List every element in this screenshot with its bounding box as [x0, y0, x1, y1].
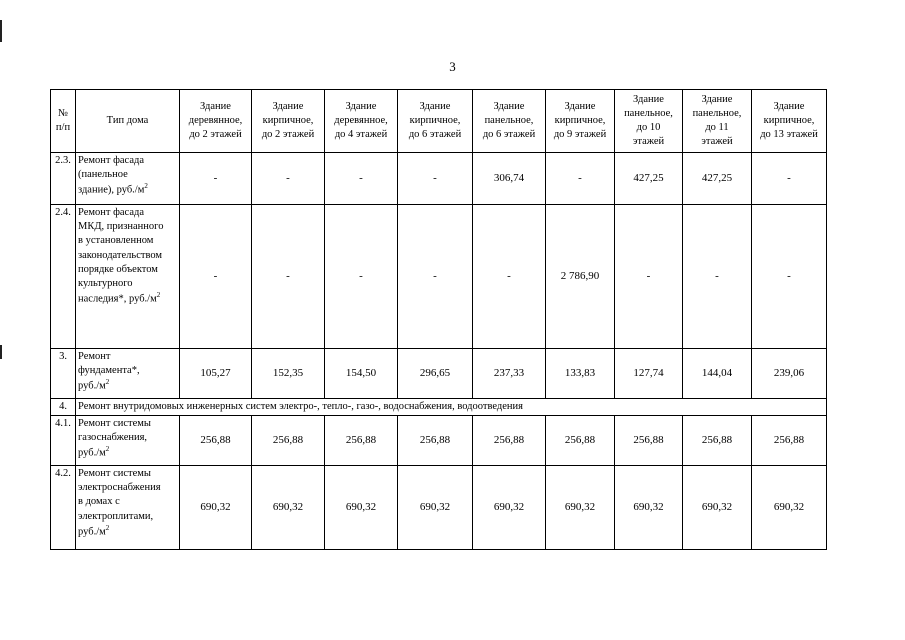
- table-row: [51, 205, 827, 349]
- row-title-line: [78, 220, 177, 234]
- row-title-line: [78, 364, 177, 378]
- header-line: до 4 этажей: [334, 129, 388, 141]
- table-cell-value: -: [615, 205, 683, 349]
- header-row: [51, 90, 827, 153]
- row-title-text: электроснабжения: [78, 482, 161, 494]
- table-cell-value: -: [752, 205, 827, 349]
- row-title-line: [78, 277, 177, 291]
- table-cell-value: -: [473, 205, 546, 349]
- row-title-text: руб./м: [78, 526, 106, 538]
- header-col-6: [546, 90, 615, 153]
- row-title: [76, 205, 180, 349]
- row-title-line: [78, 495, 177, 509]
- header-line: до 2 этажей: [261, 129, 315, 141]
- header-line: до 10: [636, 122, 661, 133]
- row-title-text: (панельное: [78, 169, 128, 181]
- table-cell-value: 690,32: [180, 466, 252, 550]
- unit-superscript: 2: [105, 378, 110, 387]
- row-title-text: законодательством: [78, 249, 163, 261]
- header-line: панельное,: [692, 107, 742, 119]
- header-line: кирпичное,: [554, 114, 606, 126]
- row-title-text: фундамента*,: [78, 365, 140, 377]
- row-title-text: Ремонт фасада: [78, 207, 145, 218]
- header-col-1: [180, 90, 252, 153]
- row-title-line: [78, 467, 177, 481]
- header-line: Здание: [200, 100, 231, 112]
- table-cell-value: 256,88: [615, 416, 683, 466]
- table-row: [51, 153, 827, 205]
- header-line: кирпичное,: [763, 114, 815, 126]
- table-cell-value: 154,50: [325, 349, 398, 399]
- row-title-line: [78, 481, 177, 495]
- row-title-line: [78, 417, 177, 431]
- header-line: Здание: [345, 100, 377, 112]
- row-number: 2.3.: [51, 153, 76, 205]
- row-number: 4.: [51, 399, 76, 416]
- header-line: Здание: [564, 100, 596, 112]
- table-cell-value: 427,25: [683, 153, 752, 205]
- table-cell-value: -: [398, 153, 473, 205]
- table-cell-value: 690,32: [473, 466, 546, 550]
- table-cell-value: 690,32: [252, 466, 325, 550]
- table-cell-value: -: [325, 205, 398, 349]
- row-title-text: здание), руб./м: [78, 184, 145, 196]
- table-cell-value: -: [325, 153, 398, 205]
- row-number: 3.: [51, 349, 76, 399]
- row-title-line: [78, 291, 177, 307]
- header-line: Здание: [419, 100, 451, 112]
- row-title-line: [78, 350, 177, 364]
- row-title: [76, 153, 180, 205]
- header-num-line: №: [57, 107, 69, 119]
- table-cell-value: 690,32: [398, 466, 473, 550]
- row-title-line: [78, 263, 177, 277]
- table-cell-value: -: [252, 205, 325, 349]
- table-cell-value: 152,35: [252, 349, 325, 399]
- header-line: деревянное,: [334, 114, 388, 126]
- header-line: до 6 этажей: [408, 129, 462, 141]
- table-cell-value: 690,32: [752, 466, 827, 550]
- header-line: панельное,: [484, 114, 534, 126]
- header-col-3: [325, 90, 398, 153]
- header-line: до 6 этажей: [482, 129, 536, 141]
- table-cell-value: 256,88: [752, 416, 827, 466]
- header-col-7: [615, 90, 683, 153]
- header-col-2: [252, 90, 325, 153]
- table-cell-value: 127,74: [615, 349, 683, 399]
- header-line: Здание: [773, 100, 805, 112]
- row-title-text: Ремонт: [78, 351, 111, 362]
- header-line: кирпичное,: [262, 114, 314, 126]
- table-cell-value: 306,74: [473, 153, 546, 205]
- row-title-line: [78, 249, 177, 263]
- header-line: Здание: [493, 100, 525, 112]
- row-title-line: [78, 378, 177, 394]
- row-title-text: наследия*, руб./м: [78, 293, 157, 305]
- header-line: деревянное,: [188, 114, 243, 126]
- table-cell-value: -: [752, 153, 827, 205]
- table-cell-value: 256,88: [398, 416, 473, 466]
- header-line: Здание: [272, 100, 304, 112]
- row-title-text: культурного: [78, 277, 133, 289]
- row-title-line: [78, 510, 177, 524]
- header-num-line: п/п: [55, 122, 71, 133]
- row-title-text: порядке объектом: [78, 263, 158, 275]
- row-title-text: руб./м: [78, 447, 106, 459]
- header-line: до 11: [705, 122, 729, 133]
- table-cell-value: 256,88: [325, 416, 398, 466]
- table-cell-value: 296,65: [398, 349, 473, 399]
- row-number: 4.2.: [51, 466, 76, 550]
- scan-edge-mark-bottom: [0, 345, 2, 359]
- table-row: [51, 399, 827, 416]
- table-cell-value: -: [683, 205, 752, 349]
- table-cell-value: -: [398, 205, 473, 349]
- row-title-line: [78, 182, 177, 198]
- table-cell-value: 2 786,90: [546, 205, 615, 349]
- table-cell-value: 256,88: [252, 416, 325, 466]
- table-cell-value: 427,25: [615, 153, 683, 205]
- row-title: [76, 416, 180, 466]
- header-col-8: [683, 90, 752, 153]
- table-cell-value: 144,04: [683, 349, 752, 399]
- unit-superscript: 2: [105, 445, 110, 454]
- table-cell-value: 690,32: [325, 466, 398, 550]
- header-line: этажей: [632, 136, 665, 148]
- header-line: до 2 этажей: [189, 129, 242, 141]
- section-title: Ремонт внутридомовых инженерных систем электро-, тепло-, газо-, водоснабжения, водоотведения: [76, 399, 827, 416]
- table-cell-value: -: [546, 153, 615, 205]
- table-cell-value: 690,32: [546, 466, 615, 550]
- table-row: [51, 349, 827, 399]
- header-col-5: [473, 90, 546, 153]
- row-title: [76, 349, 180, 399]
- row-title-line: [78, 154, 177, 168]
- table-cell-value: 256,88: [683, 416, 752, 466]
- row-title-text: Ремонт системы: [78, 418, 151, 429]
- header-line: Здание: [701, 93, 733, 105]
- header-line: до 9 этажей: [553, 129, 607, 141]
- header-col-9: [752, 90, 827, 153]
- unit-superscript: 2: [105, 523, 110, 532]
- table-cell-value: 690,32: [615, 466, 683, 550]
- row-title-line: [78, 234, 177, 248]
- row-title-line: [78, 445, 177, 461]
- row-title: [76, 466, 180, 550]
- row-title-text: МКД, признанного: [78, 221, 164, 233]
- repair-cost-table: [50, 89, 827, 550]
- page-number: 3: [449, 59, 456, 74]
- header-type: Тип дома: [76, 90, 180, 153]
- row-title-line: [78, 524, 177, 540]
- unit-superscript: 2: [156, 291, 161, 300]
- header-col-4: [398, 90, 473, 153]
- row-title-line: [78, 206, 177, 220]
- row-title-line: [78, 168, 177, 182]
- header-line: Здание: [633, 93, 664, 105]
- table-cell-value: 105,27: [180, 349, 252, 399]
- row-title-text: в установленном: [78, 235, 154, 247]
- table-cell-value: 133,83: [546, 349, 615, 399]
- table-row: [51, 466, 827, 550]
- table-cell-value: 256,88: [473, 416, 546, 466]
- row-title-text: Ремонт системы: [78, 468, 151, 479]
- header-line: этажей: [701, 136, 733, 148]
- row-title-text: в домах с: [78, 496, 120, 508]
- table-cell-value: -: [252, 153, 325, 205]
- table-cell-value: -: [180, 205, 252, 349]
- header-line: до 13 этажей: [760, 129, 818, 141]
- table-cell-value: 237,33: [473, 349, 546, 399]
- row-title-text: руб./м: [78, 380, 106, 392]
- table-cell-value: 256,88: [180, 416, 252, 466]
- table-cell-value: 239,06: [752, 349, 827, 399]
- row-title-text: электроплитами,: [78, 510, 154, 522]
- table-cell-value: 256,88: [546, 416, 615, 466]
- table-row: [51, 416, 827, 466]
- row-title-text: Ремонт фасада: [78, 155, 145, 166]
- row-number: 2.4.: [51, 205, 76, 349]
- header-line: панельное,: [624, 107, 673, 119]
- header-num: [51, 90, 76, 153]
- unit-superscript: 2: [144, 182, 148, 191]
- table-cell-value: 690,32: [683, 466, 752, 550]
- row-number: 4.1.: [51, 416, 76, 466]
- row-title-line: [78, 431, 177, 445]
- table-cell-value: -: [180, 153, 252, 205]
- row-title-text: газоснабжения,: [78, 432, 148, 444]
- scan-edge-mark-top: [0, 20, 2, 42]
- header-line: кирпичное,: [409, 114, 461, 126]
